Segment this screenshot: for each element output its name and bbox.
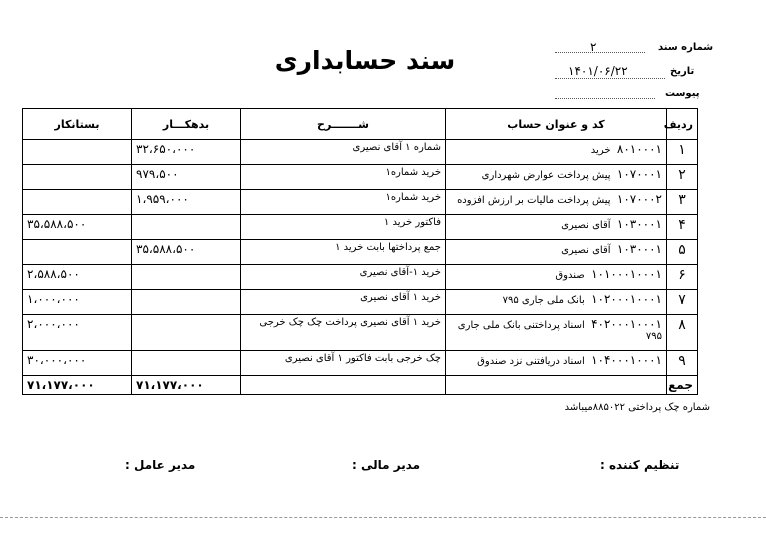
row-number: ۸ <box>667 315 698 351</box>
account-title: پیش پرداخت مالیات بر ارزش افزوده <box>457 195 611 207</box>
col-header-row: ردیف <box>667 109 698 140</box>
doc-number-label: شماره سند <box>658 42 714 53</box>
description-cell: خرید ۱ آقای نصیری پرداخت چک چک خرجی <box>241 315 446 351</box>
page-bottom-divider <box>0 517 766 518</box>
description-cell: چک خرجی بابت فاکتور ۱ آقای نصیری <box>241 350 446 375</box>
debit-cell: ۳۵،۵۸۸،۵۰۰ <box>132 240 241 265</box>
account-title: اسناد پرداختنی بانک ملی جاری ۷۹۵ <box>457 320 662 343</box>
col-header-account: کد و عنوان حساب <box>446 109 667 140</box>
table-row <box>23 265 698 290</box>
account-code: ۱۰۴۰۰۰۱۰۰۰۱ <box>591 352 662 367</box>
row-number: ۶ <box>667 265 698 290</box>
table-header-row <box>23 109 698 140</box>
account-code: ۱۰۱۰۰۰۱۰۰۰۱ <box>591 267 662 282</box>
voucher-table <box>22 108 698 395</box>
table-row <box>23 240 698 265</box>
account-cell <box>446 140 667 165</box>
account-cell <box>446 215 667 240</box>
check-note: شماره چک پرداختی ۸۸۵۰۲۲میباشد <box>564 402 710 413</box>
debit-cell: ۱،۹۵۹،۰۰۰ <box>132 190 241 215</box>
account-code: ۸۰۱۰۰۰۱ <box>616 142 662 156</box>
description-cell: خرید ۱ آقای نصیری <box>241 290 446 315</box>
attachment-label: پیوست <box>665 88 700 99</box>
account-code: ۱۰۳۰۰۰۱ <box>616 242 662 257</box>
debit-cell: ۳۲،۶۵۰،۰۰۰ <box>132 140 241 165</box>
description-cell: فاکتور خرید ۱ <box>241 215 446 240</box>
table-row <box>23 350 698 375</box>
table-row <box>23 315 698 351</box>
table-row <box>23 165 698 190</box>
signature-ceo: مدیر عامل : <box>125 458 196 472</box>
account-title: اسناد دریافتنی نزد صندوق <box>477 355 585 367</box>
row-number: ۹ <box>667 350 698 375</box>
credit-cell <box>23 140 132 165</box>
account-code: ۱۰۷۰۰۰۱ <box>616 167 662 182</box>
debit-cell <box>132 315 241 351</box>
debit-cell <box>132 215 241 240</box>
credit-cell <box>23 240 132 265</box>
date-dots <box>555 78 665 79</box>
account-cell <box>446 190 667 215</box>
account-cell <box>446 350 667 375</box>
account-cell <box>446 290 667 315</box>
table-row <box>23 215 698 240</box>
account-title: آقای نصیری <box>561 220 611 232</box>
table-row <box>23 140 698 165</box>
credit-cell: ۲،۵۸۸،۵۰۰ <box>23 265 132 290</box>
total-description-empty <box>241 376 446 395</box>
debit-cell <box>132 350 241 375</box>
signature-finance-manager: مدیر مالی : <box>352 458 421 472</box>
doc-number-dots <box>555 52 645 53</box>
credit-cell <box>23 165 132 190</box>
account-code: ۱۰۷۰۰۰۲ <box>616 192 662 207</box>
description-cell: خرید ۱-آقای نصیری <box>241 265 446 290</box>
credit-cell: ۲،۰۰۰،۰۰۰ <box>23 315 132 351</box>
account-cell <box>446 315 667 351</box>
row-number: ۵ <box>667 240 698 265</box>
row-number: ۳ <box>667 190 698 215</box>
account-title: صندوق <box>555 270 585 282</box>
date-value: ۱۴۰۱/۰۶/۲۲ <box>568 64 628 78</box>
account-title: خرید <box>590 145 611 156</box>
total-row <box>23 376 698 395</box>
col-header-description: شـــــــرح <box>241 109 446 140</box>
credit-cell <box>23 190 132 215</box>
account-cell <box>446 240 667 265</box>
doc-number-value: ۲ <box>590 40 597 54</box>
signature-preparer: تنظیم کننده : <box>600 458 680 472</box>
credit-cell: ۱،۰۰۰،۰۰۰ <box>23 290 132 315</box>
total-label: جمع <box>667 376 698 395</box>
row-number: ۱ <box>667 140 698 165</box>
col-header-credit: بستانکار <box>23 109 132 140</box>
row-number: ۲ <box>667 165 698 190</box>
total-debit: ۷۱،۱۷۷،۰۰۰ <box>132 376 241 395</box>
total-account-empty <box>446 376 667 395</box>
attachment-dots <box>555 98 655 99</box>
description-cell: جمع پرداختها بابت خرید ۱ <box>241 240 446 265</box>
table-row <box>23 290 698 315</box>
account-code: ۱۰۲۰۰۰۱۰۰۰۱ <box>591 292 662 307</box>
debit-cell: ۹۷۹،۵۰۰ <box>132 165 241 190</box>
credit-cell: ۳۵،۵۸۸،۵۰۰ <box>23 215 132 240</box>
total-credit: ۷۱،۱۷۷،۰۰۰ <box>23 376 132 395</box>
description-cell: خرید شماره۱ <box>241 190 446 215</box>
account-title: آقای نصیری <box>561 245 611 257</box>
account-code: ۱۰۳۰۰۰۱ <box>616 217 662 232</box>
account-title: پیش پرداخت عوارض شهرداری <box>481 170 611 182</box>
row-number: ۷ <box>667 290 698 315</box>
credit-cell: ۳۰،۰۰۰،۰۰۰ <box>23 350 132 375</box>
account-code: ۴۰۲۰۰۰۱۰۰۰۱ <box>591 317 662 332</box>
date-label: تاریخ <box>670 66 695 77</box>
account-cell <box>446 265 667 290</box>
account-title: بانک ملی جاری ۷۹۵ <box>502 295 585 307</box>
debit-cell <box>132 265 241 290</box>
description-cell: شماره ۱ آقای نصیری <box>241 140 446 165</box>
account-cell <box>446 165 667 190</box>
description-cell: خرید شماره۱ <box>241 165 446 190</box>
row-number: ۴ <box>667 215 698 240</box>
table-row <box>23 190 698 215</box>
debit-cell <box>132 290 241 315</box>
document-title: سند حسابداری <box>274 46 456 75</box>
col-header-debit: بدهکـــار <box>132 109 241 140</box>
